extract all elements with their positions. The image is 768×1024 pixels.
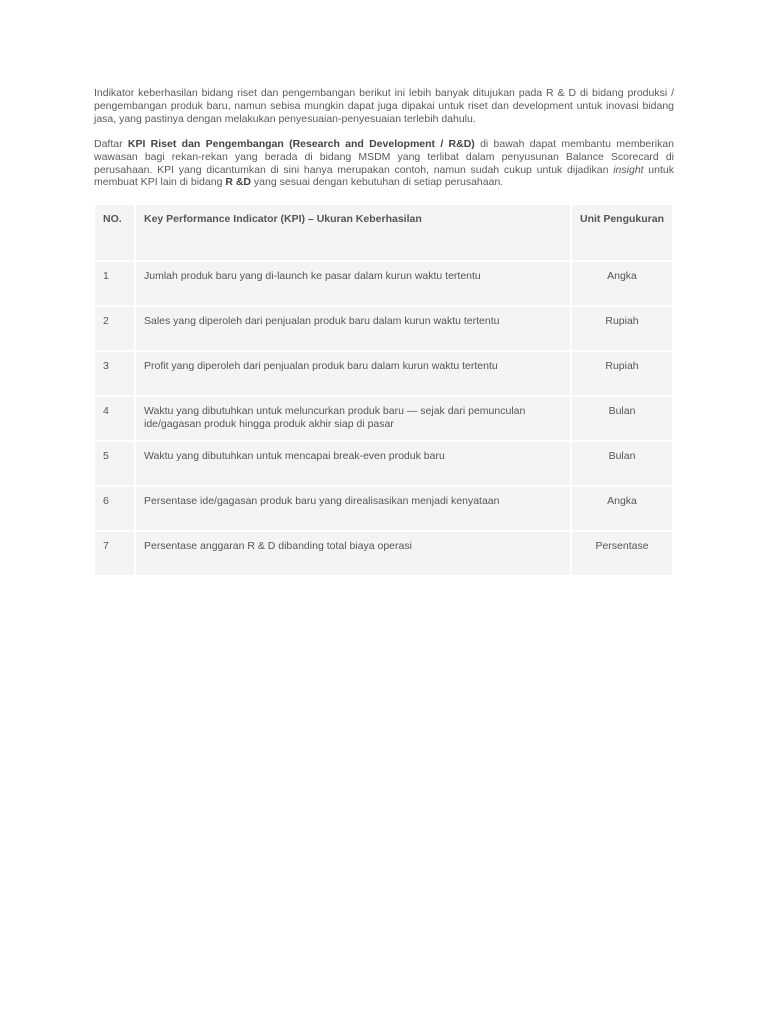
cell-no: 3	[94, 351, 135, 396]
cell-kpi: Waktu yang dibutuhkan untuk meluncurkan produk baru — sejak dari pemunculan ide/gagasan produk hingga produk akhir siap di pasar	[135, 396, 571, 441]
p2-text-b: di bawah dapat membantu memberikan wawasan bagi rekan-rekan yang berada di bidang MSDM yang terlibat dalam penyusunan Balance Scorecard di perusahaan. KPI yang dicantumkan di sini hanya merupakan contoh, namun sudah cukup untuk dijadikan	[94, 138, 674, 176]
cell-unit: Rupiah	[571, 351, 673, 396]
table-row	[94, 351, 673, 396]
cell-kpi: Profit yang diperoleh dari penjualan produk baru dalam kurun waktu tertentu	[135, 351, 571, 396]
header-unit: Unit Pengukuran	[571, 204, 673, 261]
table-row	[94, 261, 673, 306]
p2-text-c: untuk membuat KPI lain di bidang	[94, 163, 674, 189]
table-row	[94, 441, 673, 486]
header-no: NO.	[94, 204, 135, 261]
header-kpi: Key Performance Indicator (KPI) – Ukuran Keberhasilan	[135, 204, 571, 261]
table-row	[94, 306, 673, 351]
table-row	[94, 531, 673, 576]
kpi-table	[93, 203, 674, 577]
cell-no: 2	[94, 306, 135, 351]
cell-kpi: Sales yang diperoleh dari penjualan produk baru dalam kurun waktu tertentu	[135, 306, 571, 351]
table-row	[94, 486, 673, 531]
p2-bold-kpi-title: KPI Riset dan Pengembangan (Research and Development / R&D)	[127, 138, 475, 150]
cell-unit: Angka	[571, 261, 673, 306]
intro-paragraph-2	[94, 138, 674, 189]
cell-no: 6	[94, 486, 135, 531]
cell-kpi: Persentase ide/gagasan produk baru yang direalisasikan menjadi kenyataan	[135, 486, 571, 531]
table-header-row	[94, 204, 673, 261]
intro-paragraph-1: Indikator keberhasilan bidang riset dan pengembangan berikut ini lebih banyak ditujukan pada R & D di bidang produksi / pengembangan produk baru, namun sebisa mungkin dapat juga dipakai untuk riset dan development untuk inovasi bidang jasa, yang pastinya dengan melakukan penyesuaian-penyesuaian terlebih dahulu.	[94, 87, 674, 125]
cell-no: 1	[94, 261, 135, 306]
cell-kpi: Persentase anggaran R & D dibanding total biaya operasi	[135, 531, 571, 576]
cell-unit: Bulan	[571, 396, 673, 441]
cell-kpi: Jumlah produk baru yang di-launch ke pasar dalam kurun waktu tertentu	[135, 261, 571, 306]
cell-no: 4	[94, 396, 135, 441]
cell-no: 7	[94, 531, 135, 576]
cell-no: 5	[94, 441, 135, 486]
p2-text-d: yang sesuai dengan kebutuhan di setiap perusahaan.	[251, 176, 504, 189]
cell-unit: Persentase	[571, 531, 673, 576]
cell-unit: Angka	[571, 486, 673, 531]
p2-italic-insight: insight	[613, 163, 644, 176]
cell-unit: Rupiah	[571, 306, 673, 351]
p2-bold-rd: R &D	[225, 176, 251, 189]
cell-unit: Bulan	[571, 441, 673, 486]
p2-text-a: Daftar	[94, 138, 128, 150]
cell-kpi: Waktu yang dibutuhkan untuk mencapai break-even produk baru	[135, 441, 571, 486]
table-row	[94, 396, 673, 441]
